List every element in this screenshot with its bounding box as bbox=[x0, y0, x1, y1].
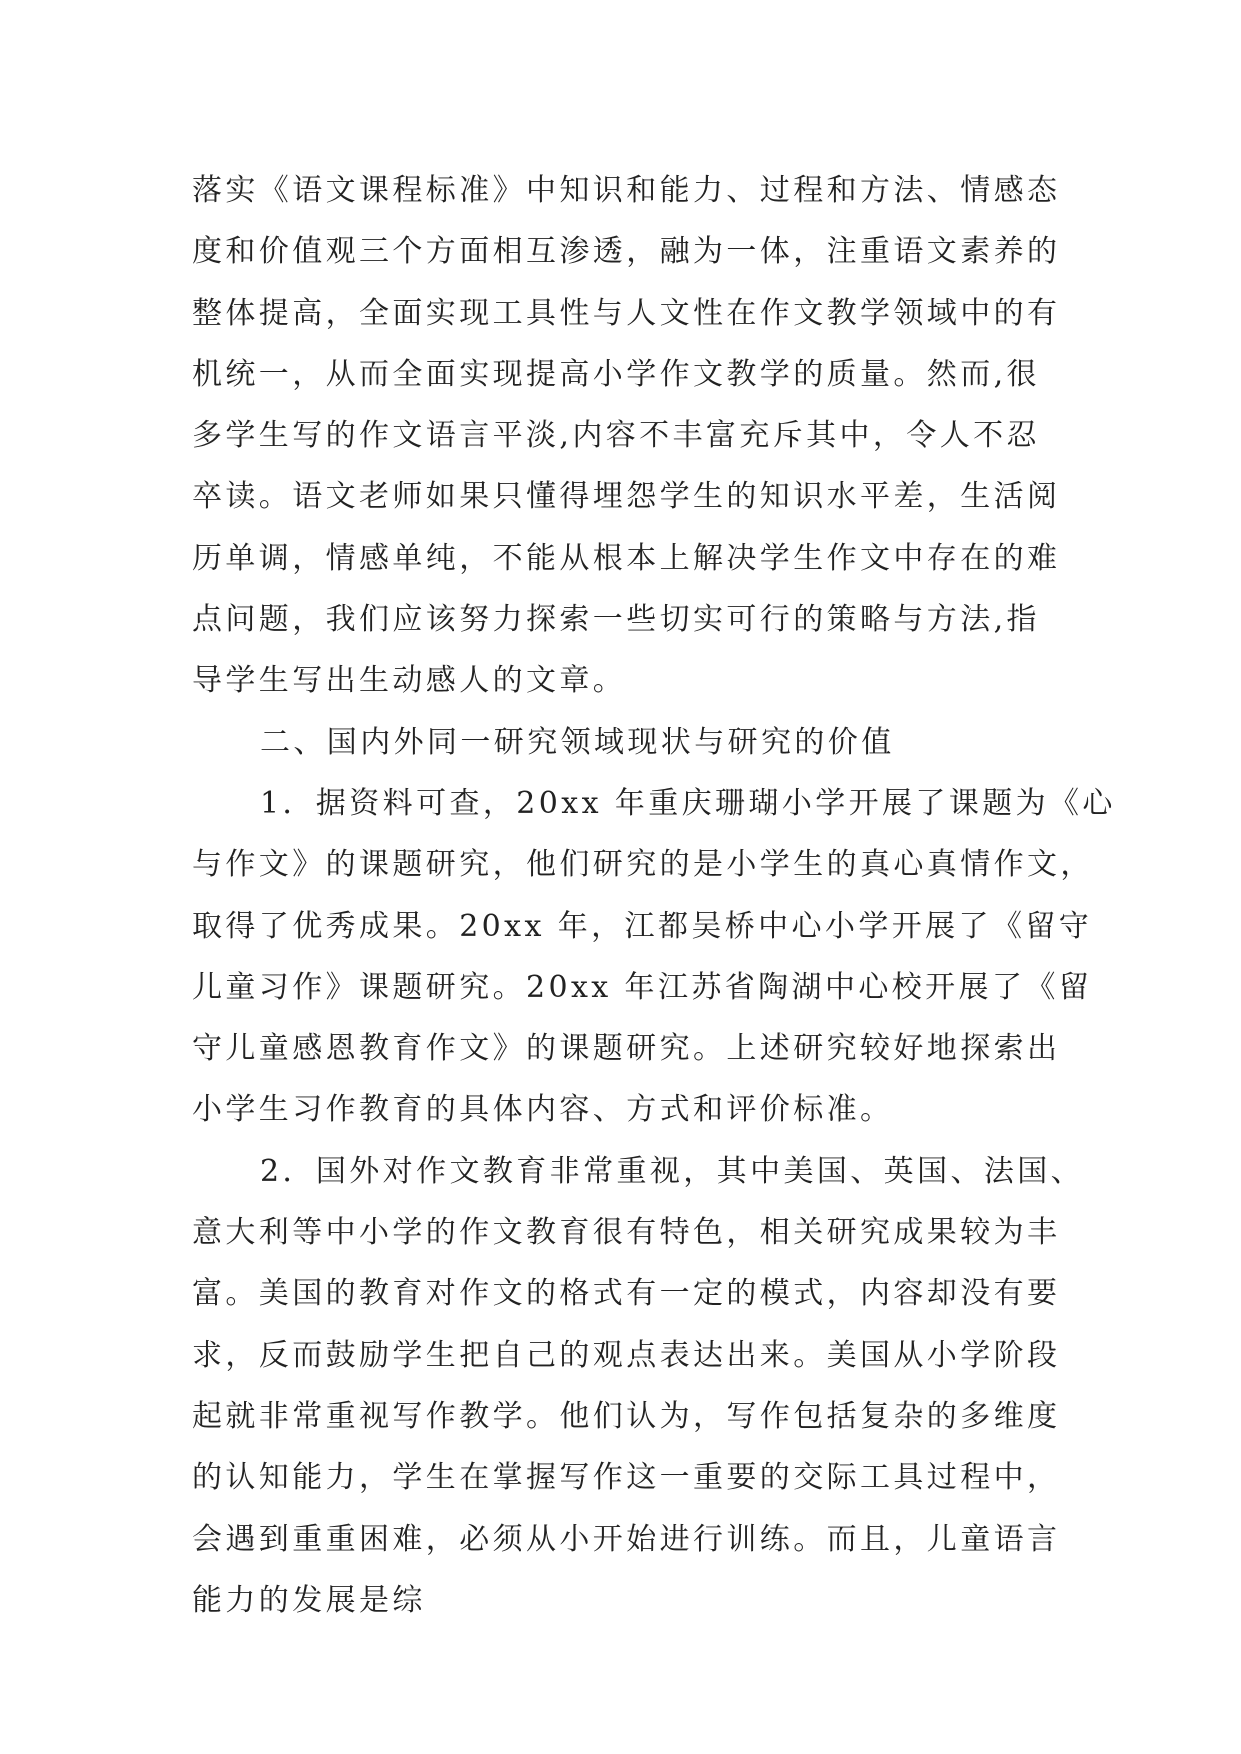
text-line: 1．据资料可查，20xx 年重庆珊瑚小学开展了课题为《心 bbox=[260, 785, 1116, 821]
text-line: 求，反而鼓励学生把自己的观点表达出来。美国从小学阶段 bbox=[192, 1337, 1061, 1373]
text-line: 历单调，情感单纯，不能从根本上解决学生作文中存在的难 bbox=[192, 540, 1061, 576]
text-line: 卒读。语文老师如果只懂得埋怨学生的知识水平差，生活阅 bbox=[192, 479, 1061, 515]
text-line: 儿童习作》课题研究。20xx 年江苏省陶湖中心校开展了《留 bbox=[192, 969, 1093, 1005]
text-line: 富。美国的教育对作文的格式有一定的模式，内容却没有要 bbox=[192, 1276, 1061, 1312]
body-text bbox=[192, 160, 1116, 1631]
text-line: 会遇到重重困难，必须从小开始进行训练。而且，儿童语言 bbox=[192, 1521, 1061, 1557]
text-line: 取得了优秀成果。20xx 年，江都吴桥中心小学开展了《留守 bbox=[192, 908, 1093, 944]
text-line: 点问题，我们应该努力探索一些切实可行的策略与方法,指 bbox=[192, 602, 1040, 638]
text-line: 度和价值观三个方面相互渗透，融为一体，注重语文素养的 bbox=[192, 234, 1061, 270]
text-line: 起就非常重视写作教学。他们认为，写作包括复杂的多维度 bbox=[192, 1398, 1061, 1434]
text-line: 的认知能力，学生在掌握写作这一重要的交际工具过程中， bbox=[192, 1460, 1061, 1496]
text-line: 导学生写出生动感人的文章。 bbox=[192, 663, 627, 699]
text-line: 能力的发展是综 bbox=[192, 1582, 426, 1618]
text-line: 落实《语文课程标准》中知识和能力、过程和方法、情感态 bbox=[192, 173, 1061, 208]
text-line: 小学生习作教育的具体内容、方式和评价标准。 bbox=[192, 1092, 894, 1128]
text-line: 多学生写的作文语言平淡,内容不丰富充斥其中，令人不忍 bbox=[192, 418, 1040, 454]
text-line: 与作文》的课题研究，他们研究的是小学生的真心真情作文， bbox=[192, 847, 1094, 883]
text-line: 守儿童感恩教育作文》的课题研究。上述研究较好地探索出 bbox=[192, 1031, 1061, 1067]
text-line: 整体提高，全面实现工具性与人文性在作文教学领域中的有 bbox=[192, 295, 1061, 331]
text-line: 机统一，从而全面实现提高小学作文教学的质量。然而,很 bbox=[192, 356, 1040, 392]
text-line: 意大利等中小学的作文教育很有特色，相关研究成果较为丰 bbox=[192, 1215, 1061, 1251]
text-line: 2．国外对作文教育非常重视，其中美国、英国、法国、 bbox=[260, 1153, 1085, 1189]
text-line: 二、国内外同一研究领域现状与研究的价值 bbox=[260, 724, 895, 760]
